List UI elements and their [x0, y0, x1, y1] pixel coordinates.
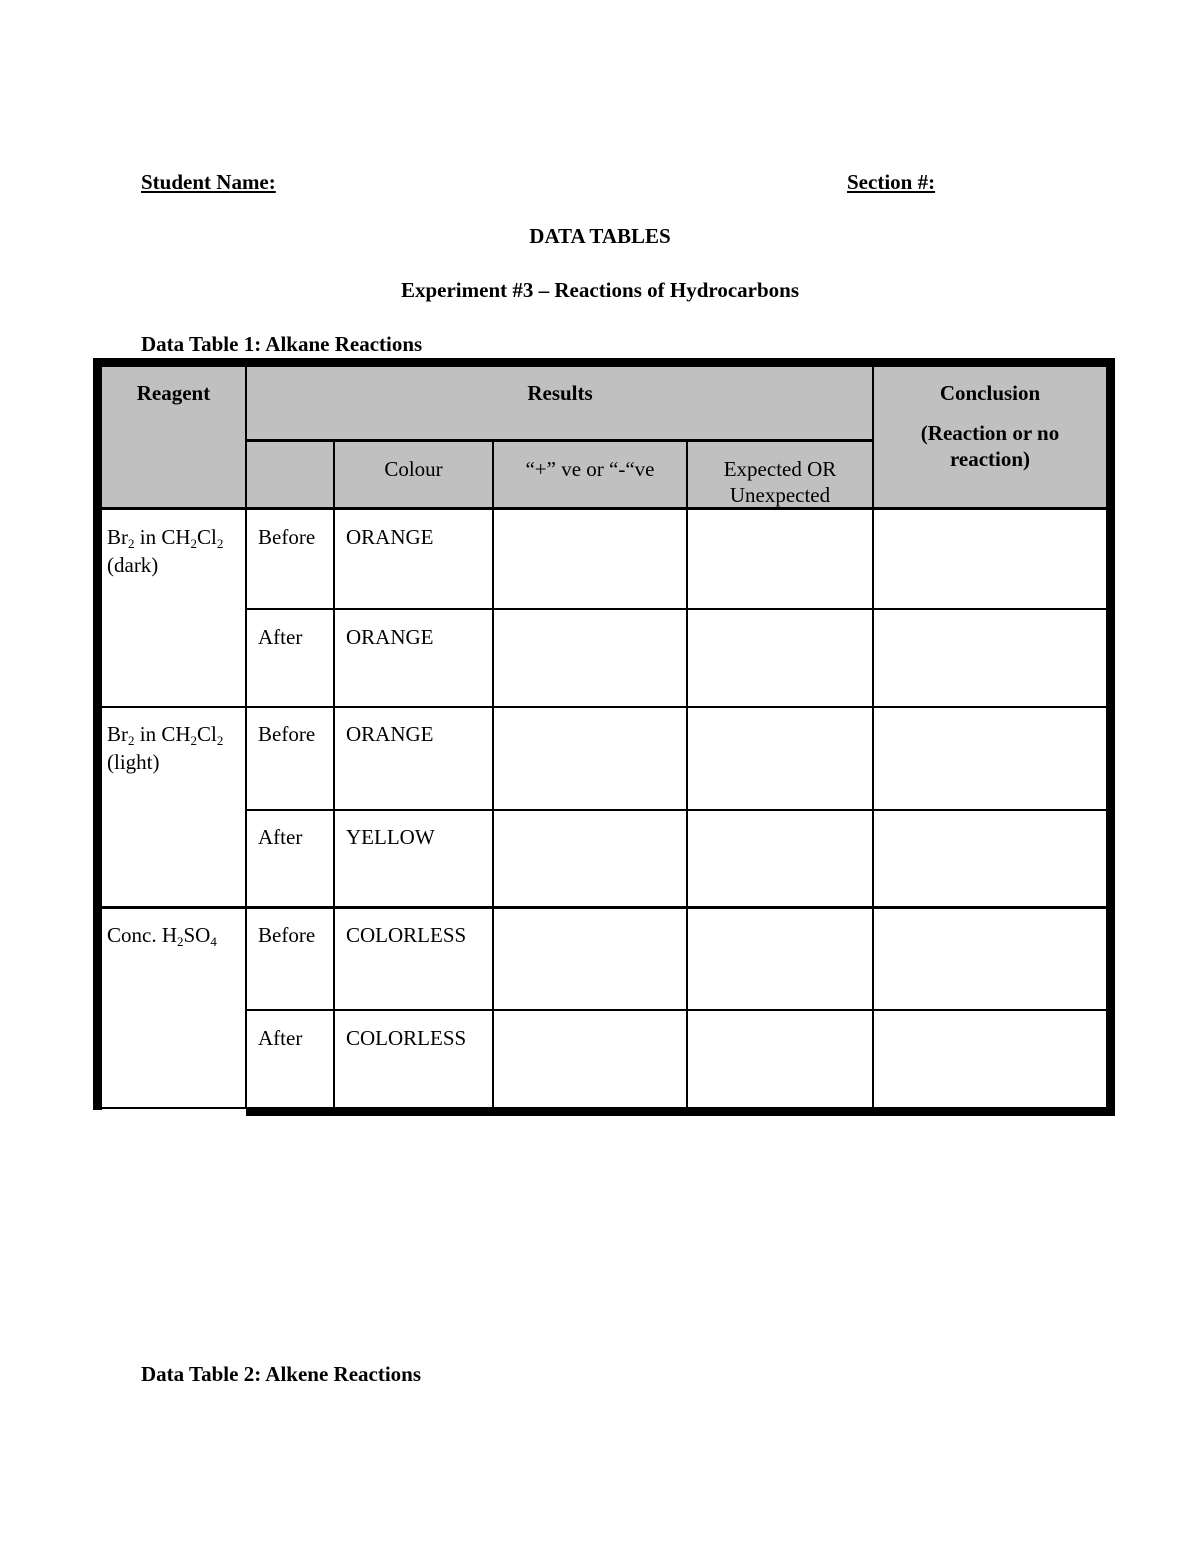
section-number-label: Section #:: [847, 170, 936, 194]
reagent-condition: (light): [107, 750, 160, 774]
header-colour: Colour: [384, 457, 443, 481]
row-line: [246, 608, 1106, 610]
page-title: DATA TABLES: [529, 224, 671, 248]
group-line: [102, 706, 1106, 708]
col-divider-1: [245, 367, 247, 1107]
col-divider-5: [872, 367, 874, 1108]
stage-label: Before: [258, 525, 316, 549]
header-expected-2: Unexpected: [729, 483, 831, 507]
stage-label: After: [258, 1026, 303, 1050]
header-bottom-line: [102, 507, 1106, 510]
header-conclusion: Conclusion: [939, 381, 1041, 405]
group-line: [102, 906, 1106, 909]
reagent-name: Conc. $H_2SO_4$: [107, 923, 217, 949]
header-conclusion-note-2: reaction): [949, 447, 1031, 471]
stage-label: After: [258, 625, 303, 649]
table2-caption: Data Table 2: Alkene Reactions: [141, 1362, 422, 1386]
stage-label: Before: [258, 923, 316, 947]
table-border-right: [1106, 358, 1115, 1116]
colour-value: COLORLESS: [346, 923, 467, 947]
stage-label: Before: [258, 722, 316, 746]
table-border-top: [93, 358, 1115, 367]
colour-value: COLORLESS: [346, 1026, 467, 1050]
col-divider-2: [333, 441, 335, 1108]
student-name-label: Student Name:: [141, 170, 276, 194]
table-border-left: [93, 358, 102, 1110]
header-reagent: Reagent: [136, 381, 211, 405]
row-line: [246, 809, 1106, 811]
reagent-name: $Br_2$ in $CH_2Cl_2$: [107, 722, 224, 748]
header-expected-1: Expected OR: [723, 457, 837, 481]
header-conclusion-note-1: (Reaction or no: [920, 421, 1060, 445]
table-border-bottom: [246, 1107, 1115, 1116]
header-sign: “+” ve or “-“ve: [525, 457, 655, 481]
results-subheader-line: [246, 439, 873, 442]
colour-value: ORANGE: [346, 722, 434, 746]
colour-value: ORANGE: [346, 525, 434, 549]
experiment-title: Experiment #3 – Reactions of Hydrocarbons: [400, 278, 799, 302]
table1-caption: Data Table 1: Alkane Reactions: [141, 332, 423, 356]
col-divider-3: [492, 441, 494, 1108]
col-divider-4: [686, 441, 688, 1108]
header-results: Results: [527, 381, 593, 405]
stage-label: After: [258, 825, 303, 849]
colour-value: ORANGE: [346, 625, 434, 649]
row-line: [246, 1009, 1106, 1011]
reagent-condition: (dark): [107, 553, 159, 577]
colour-value: YELLOW: [346, 825, 435, 849]
table-border-bottom-thin: [102, 1107, 246, 1109]
reagent-name: $Br_2$ in $CH_2Cl_2$: [107, 525, 224, 551]
